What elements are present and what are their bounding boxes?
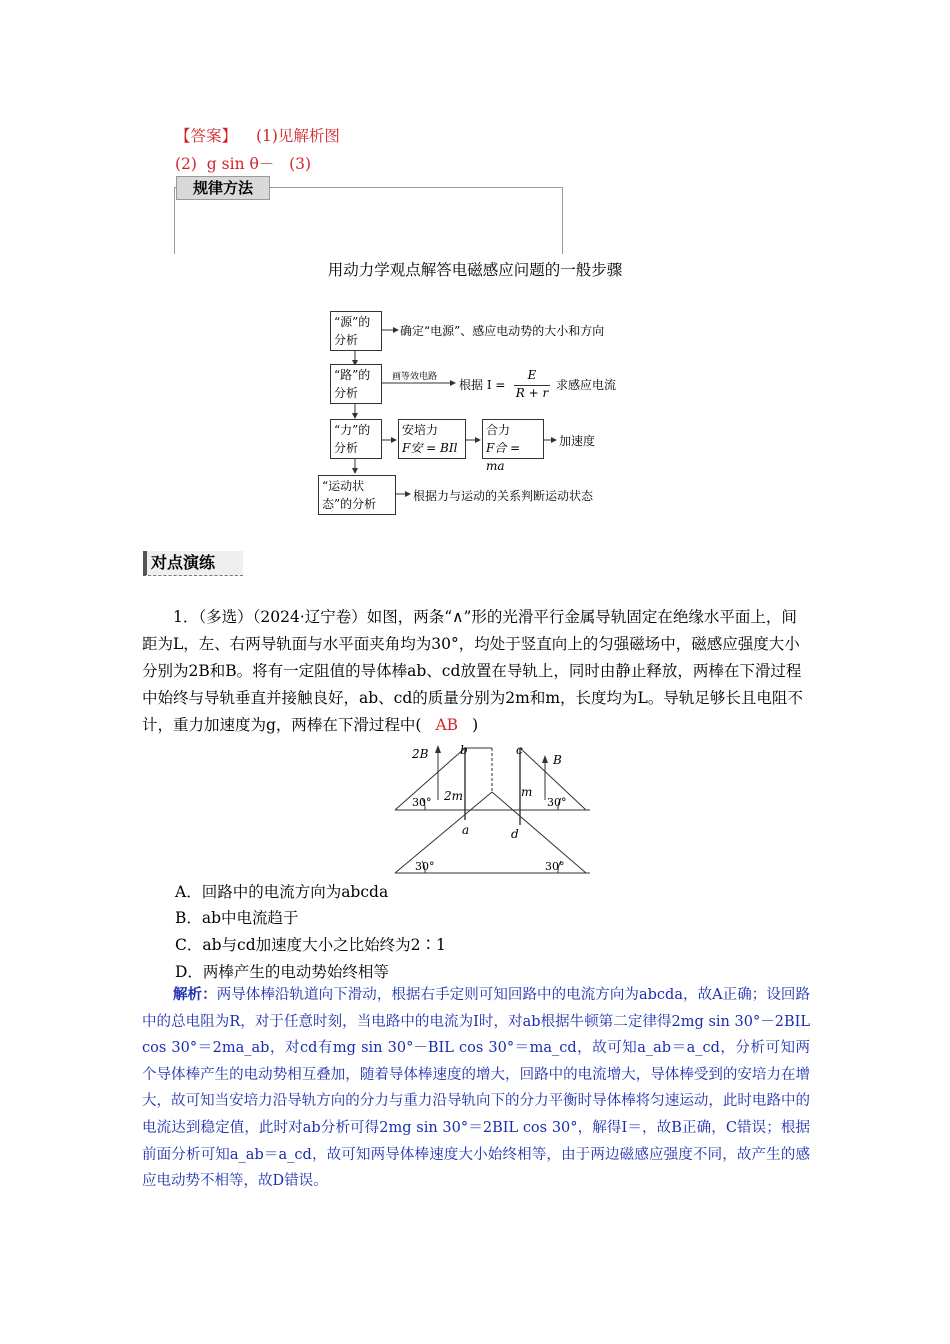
question-body: 1．（多选）（2024·辽宁卷）如图，两条“∧”形的光滑平行金属导轨固定在绝缘水平面上，间距为L，左、右两导轨面与水平面夹角均为30°，均处于竖直向上的匀强磁场中，磁感应强度大小分别为2B和B。将有一定阻值的导体棒ab、cd放置在导轨上，同时由静止释放，两棒在下滑过程中始终与导轨垂直并接触良好，ab、cd的质量分别为2m和m，长度均为L。导轨足够长且电阻不计，重力加速度为g，两棒在下滑过程中( xyxy=(142,608,803,734)
flow-source-result: 确定“电源”、感应电动势的大小和方向 xyxy=(400,324,605,338)
question-close: ) xyxy=(472,716,479,734)
flow-net-label: 合力 xyxy=(486,423,511,437)
flow-path-numer: E xyxy=(527,368,537,382)
flow-source-box: “源”的分析 xyxy=(330,311,382,351)
section-title: 对点演练 xyxy=(143,551,243,576)
flow-path-suffix: 求感应电流 xyxy=(556,378,617,392)
angle-label-1: 30° xyxy=(412,796,432,809)
label-2B: 2B xyxy=(412,747,429,761)
flow-net-formula: F合 = ma xyxy=(486,441,521,473)
option-b: B．ab中电流趋于 xyxy=(175,909,299,927)
answer-label: 【答案】 xyxy=(175,127,238,145)
flow-ampere-label: 安培力 xyxy=(402,423,439,437)
flow-path-box: “路”的分析 xyxy=(330,364,382,404)
label-B: B xyxy=(553,753,562,767)
option-d: D．两棒产生的电动势始终相等 xyxy=(175,963,389,981)
flow-motion-result: 根据力与运动的关系判断运动状态 xyxy=(413,489,594,503)
answer-part1: (1)见解析图 xyxy=(255,127,340,145)
flow-path-denom: R + r xyxy=(515,386,549,400)
flow-net-box xyxy=(482,419,544,473)
rail-front-right xyxy=(492,792,586,873)
label-c: c xyxy=(516,743,523,757)
method-subtitle: 用动力学观点解答电磁感应问题的一般步骤 xyxy=(327,261,623,279)
flow-ampere-box xyxy=(398,419,466,459)
rails-figure xyxy=(390,740,590,874)
option-c: C．ab与cd加速度大小之比始终为2∶1 xyxy=(175,936,446,954)
flow-ampere-formula: F安 = BIl xyxy=(402,441,458,455)
angle-label-4: 30° xyxy=(545,860,565,873)
answer-part2: (2) g sin θ－ (3) xyxy=(175,155,312,173)
field-arrowhead-right xyxy=(542,755,548,763)
explanation-label: 解析： xyxy=(173,986,217,1003)
label-b: b xyxy=(460,743,468,757)
flowchart xyxy=(310,305,640,520)
label-a: a xyxy=(462,823,470,837)
angle-label-3: 30° xyxy=(415,860,435,873)
label-d: d xyxy=(511,827,519,841)
flow-force-result: 加速度 xyxy=(559,434,596,448)
flow-path-prefix: 根据 I = xyxy=(459,378,506,392)
method-tag: 规律方法 xyxy=(176,176,270,200)
label-m: m xyxy=(521,785,533,799)
rail-front-left xyxy=(395,792,492,873)
label-2m: 2m xyxy=(444,789,464,803)
flow-force-box: “力”的分析 xyxy=(330,419,382,459)
explanation xyxy=(142,982,810,1195)
answer-line-1 xyxy=(175,124,340,146)
explanation-text: 两导体棒沿轨道向下滑动，根据右手定则可知回路中的电流方向为abcda，故A正确；设回路中的总电阻为R，对于任意时刻，当电路中的电流为I时，对ab根据牛顿第二定律得2mg sin 30°－2BIL cos 30°＝2ma_ab，对cd有mg sin 30°－BIL cos 30°＝ma_cd，故可知a_ab＝a_cd，分析可知两个导体棒产生的电动势相互叠加，随着导体棒速度的增大，回路中的电流增大，导体棒受到的安培力在增大，故可知当安培力沿导轨方向的分力与重力沿导轨向下的分力平衡时导体棒将匀速运动，此时电路中的电流达到稳定值，此时对ab分析可得2mg sin 30°＝2BIL cos 30°，解得I＝，故B正确，C错误；根据前面分析可知a_ab＝a_cd，故可知两导体棒速度大小始终相等，由于两边磁感应强度不同，故产生的感应电动势不相等，故D错误。 xyxy=(142,987,810,1190)
option-a: A．回路中的电流方向为abcda xyxy=(175,883,389,901)
question-answer: AB xyxy=(435,716,459,734)
field-arrowhead-left xyxy=(435,745,441,753)
flow-motion-box: “运动状态”的分析 xyxy=(318,475,396,515)
question-text xyxy=(142,604,810,739)
flow-path-arrow-label: 画等效电路 xyxy=(392,372,438,382)
angle-label-2: 30° xyxy=(547,796,567,809)
